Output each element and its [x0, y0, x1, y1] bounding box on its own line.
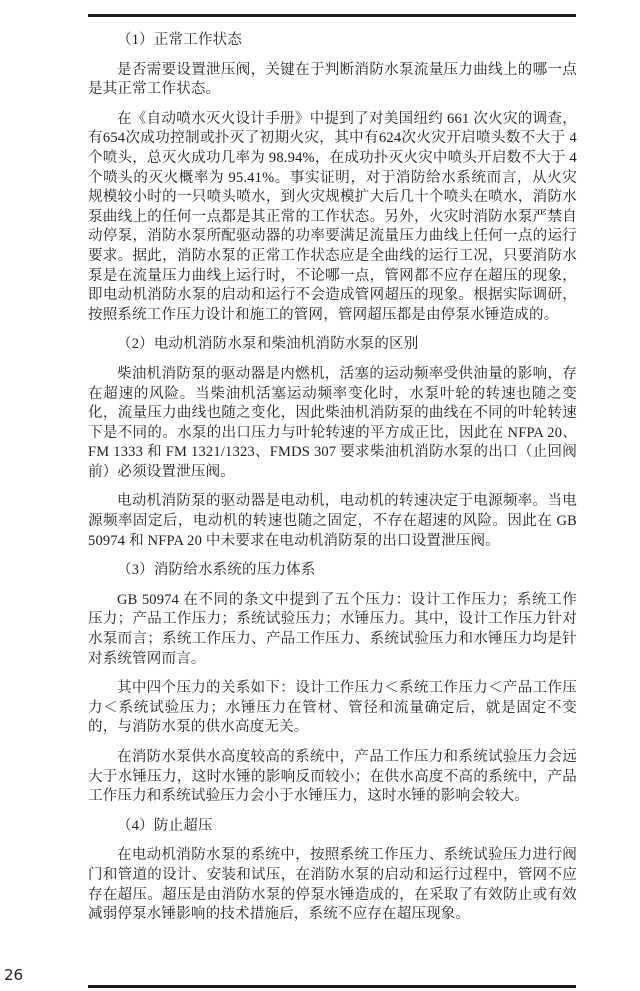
paragraph: 柴油机消防泵的驱动器是内燃机，活塞的运动频率受供油量的影响，存在超速的风险。当柴油机活塞运动频率变化时，水泵叶轮的转速也随之变化，流量压力曲线也随之变化，因此柴油机消防泵的曲线在不同的叶轮转速下是不同的。水泵的出口压力与叶轮转速的平方成正比，因此在 NFPA 20、FM 1333 和 FM 1321/1323、FMDS 307 要求柴油机消防水泵的出口（止回阀前）必须设置泄压阀。 [88, 365, 577, 480]
paragraph: 是否需要设置泄压阀，关键在于判断消防水泵流量压力曲线上的哪一点是其正常工作状态。 [88, 61, 577, 98]
page-content [88, 27, 577, 935]
section-4-prevent-overpressure [88, 817, 577, 925]
paragraph: GB 50974 在不同的条文中提到了五个压力：设计工作压力；系统工作压力；产品工作压力；系统试验压力；水锤压力。其中，设计工作压力针对水泵而言；系统工作压力、产品工作压力、系统试验压力和水锤压力均是针对系统管网而言。 [88, 591, 577, 667]
paragraph: 其中四个压力的关系如下：设计工作压力＜系统工作压力＜产品工作压力＜系统试验压力；水锤压力在管材、管径和流量确定后，就是固定不变的，与消防水泵的供水高度无关。 [88, 680, 577, 736]
section-heading: （4）防止超压 [117, 817, 213, 834]
section-heading: （2）电动机消防水泵和柴油机消防水泵的区别 [117, 336, 419, 353]
section-2-motor-vs-diesel-pump [88, 335, 577, 551]
page-number: 26 [4, 966, 24, 984]
paragraph: 在《自动喷水灭火设计手册》中提到了对美国纽约 661 次火灾的调查，有654次成功控制或扑灭了初期火灾，其中有624次火灾开启喷头数不大于 4 个喷头，总灭火成功几率为 98.94%，在成功扑灭火灾中喷头开启数不大于 4 个喷头的灭火概率为 95.41%。事实证明，对于消防给水系统而言，从火灾规模较小时的一只喷头喷水，到火灾规模扩大后几十个喷头在喷水，消防水泵曲线上的任何一点都是其正常的工作状态。另外，火灾时消防水泵严禁自动停泵，消防水泵所配驱动器的功率要满足流量压力曲线上任何一点的运行要求。据此，消防水泵的正常工作状态应是全曲线的运行工况，只要消防水泵是在流量压力曲线上运行时，不论哪一点，管网都不应存在超压的现象，即电动机消防水泵的启动和运行不会造成管网超压的现象。根据实际调研，按照系统工作压力设计和施工的管网，管网超压都是由停泵水锤造成的。 [88, 110, 577, 323]
paragraph: 在消防水泵供水高度较高的系统中，产品工作压力和系统试验压力会远大于水锤压力，这时水锤的影响反而较小；在供水高度不高的系统中，产品工作压力和系统试验压力会小于水锤压力，这时水锤的影响会较大。 [88, 749, 577, 805]
section-3-pressure-system [88, 561, 577, 807]
bottom-rule [88, 985, 576, 988]
section-heading: （1）正常工作状态 [117, 32, 243, 48]
paragraph: 在电动机消防水泵的系统中，按照系统工作压力、系统试验压力进行阀门和管道的设计、安装和试压，在消防水泵的启动和运行过程中，管网不应存在超压。超压是由消防水泵的停泵水锤造成的，在采取了有效防止或有效减弱停泵水锤影响的技术措施后，系统不应存在超压现象。 [88, 847, 577, 923]
paragraph: 电动机消防泵的驱动器是电动机，电动机的转速决定于电源频率。当电源频率固定后，电动机的转速也随之固定，不存在超速的风险。因此在 GB 50974 和 NFPA 20 中未要求在电动机消防泵的出口设置泄压阀。 [88, 493, 577, 549]
top-rule [88, 14, 576, 17]
section-heading: （3）消防给水系统的压力体系 [117, 562, 316, 579]
section-1-normal-working-state [88, 31, 577, 325]
